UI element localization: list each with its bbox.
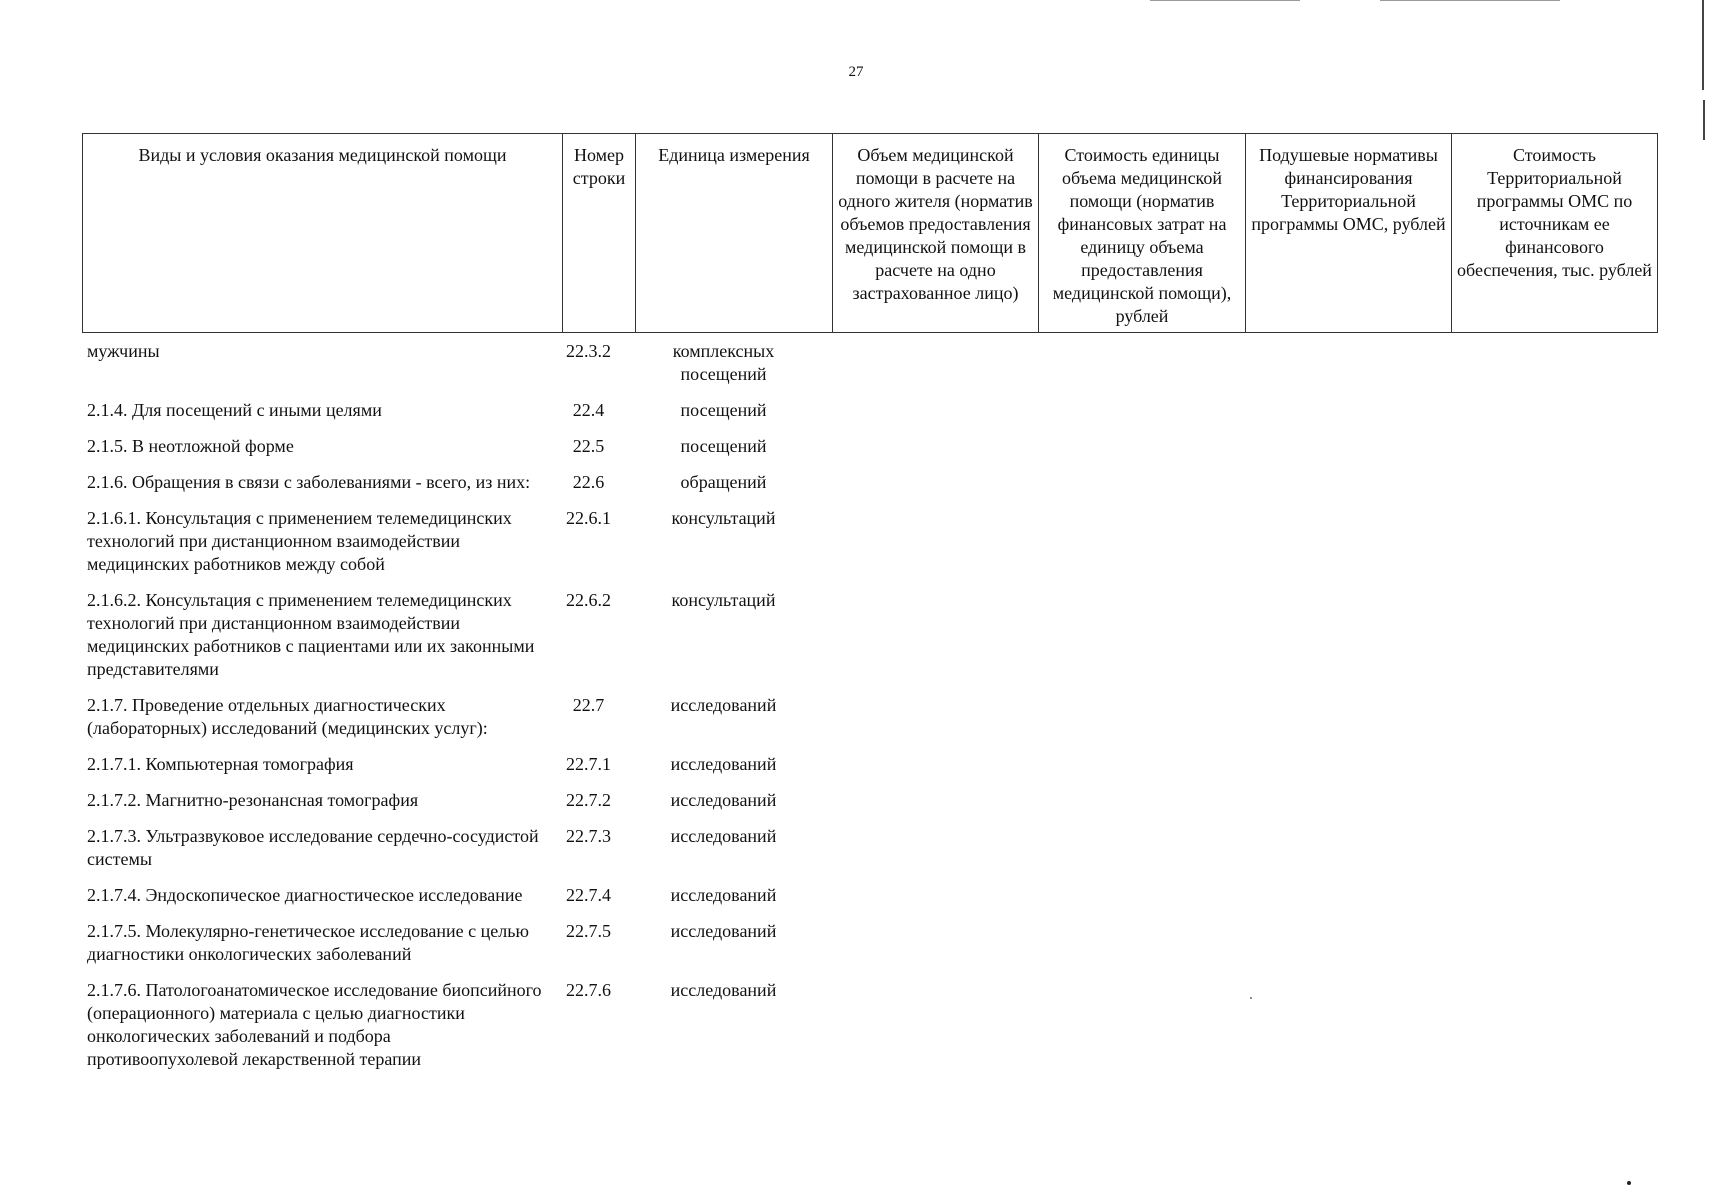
row-unit: исследований [670,826,777,846]
scan-line [1150,0,1300,1]
table-row [82,884,1657,907]
row-number: 22.7.3 [566,826,611,846]
header-unit-cost: Стоимость единицы объема медицинской помощи (норматив финансовых затрат на единицу объема предоставления медицинской помощи), рублей [1039,134,1246,333]
row-unit: комплексных посещений [672,341,775,384]
row-name: 2.1.6. Обращения в связи с заболеваниями - всего, из них: [87,472,531,492]
header-per-capita: Подушевые нормативы финансирования Территориальной программы ОМС, рублей [1246,134,1452,333]
row-number: 22.7.5 [566,921,611,941]
table-row [82,979,1657,1071]
table-header [82,133,1658,333]
row-number: 22.7 [572,695,605,715]
row-number: 22.7.4 [566,885,611,905]
row-number: 22.3.2 [566,341,611,361]
row-number: 22.7.2 [566,790,611,810]
row-number: 22.5 [572,436,605,456]
row-name: 2.1.7.2. Магнитно-резонансная томография [87,790,419,810]
row-number: 22.7.6 [566,980,611,1000]
table-row [82,789,1657,812]
row-name: 2.1.7. Проведение отдельных диагностических (лабораторных) исследований (медицинских услуг): [87,695,488,738]
scan-line [1380,0,1560,1]
row-name: 2.1.7.3. Ультразвуковое исследование сердечно-сосудистой системы [87,826,539,869]
row-number: 22.6 [572,472,605,492]
table-row [82,507,1657,576]
row-number: 22.6.1 [566,508,611,528]
row-unit: посещений [680,400,767,420]
row-unit: обращений [680,472,767,492]
table-row [82,694,1657,740]
row-unit: исследований [670,790,777,810]
table-row [82,399,1657,422]
row-name: 2.1.5. В неотложной форме [87,436,294,456]
header-unit: Единица измерения [636,134,833,333]
header-program-cost: Стоимость Территориальной программы ОМС по источникам ее финансового обеспечения, тыс. рублей [1452,134,1658,333]
page-number: 27 [848,64,864,80]
row-name: 2.1.7.6. Патологоанатомическое исследование биопсийного (операционного) материала с целью диагностики онкологических заболеваний и подбора противоопухолевой лекарственной терапии [87,980,542,1069]
row-number: 22.4 [572,400,605,420]
row-unit: посещений [680,436,767,456]
row-name: 2.1.4. Для посещений с иными целями [87,400,382,420]
row-number: 22.6.2 [566,590,611,610]
row-name: мужчины [87,341,160,361]
row-name: 2.1.7.1. Компьютерная томография [87,754,354,774]
table-row [82,589,1657,681]
header-service-type: Виды и условия оказания медицинской помощи [83,134,563,333]
row-unit: исследований [670,885,777,905]
header-row-number: Номер строки [563,134,636,333]
row-unit: исследований [670,754,777,774]
row-unit: исследований [670,921,777,941]
row-number: 22.7.1 [566,754,611,774]
table-row [82,920,1657,966]
row-unit: консультаций [671,508,776,528]
table-body [82,340,1657,1084]
table-row [82,753,1657,776]
page-edge [1703,100,1705,140]
row-name: 2.1.6.1. Консультация с применением телемедицинских технологий при дистанционном взаимодействии медицинских работников между собой [87,508,512,574]
row-unit: консультаций [671,590,776,610]
table-row [82,825,1657,871]
table-row [82,471,1657,494]
header-volume: Объем медицинской помощи в расчете на одного жителя (норматив объемов предоставления медицинской помощи в расчете на одно застрахованное лицо) [833,134,1039,333]
table-row [82,340,1657,386]
row-unit: исследований [670,695,777,715]
scan-speck [1627,1181,1631,1185]
table-row [82,435,1657,458]
row-name: 2.1.7.5. Молекулярно-генетическое исследование с целью диагностики онкологических заболеваний [87,921,529,964]
row-unit: исследований [670,980,777,1000]
row-name: 2.1.7.4. Эндоскопическое диагностическое исследование [87,885,523,905]
row-name: 2.1.6.2. Консультация с применением телемедицинских технологий при дистанционном взаимодействии медицинских работников с пациентами или их законными представителями [87,590,535,679]
